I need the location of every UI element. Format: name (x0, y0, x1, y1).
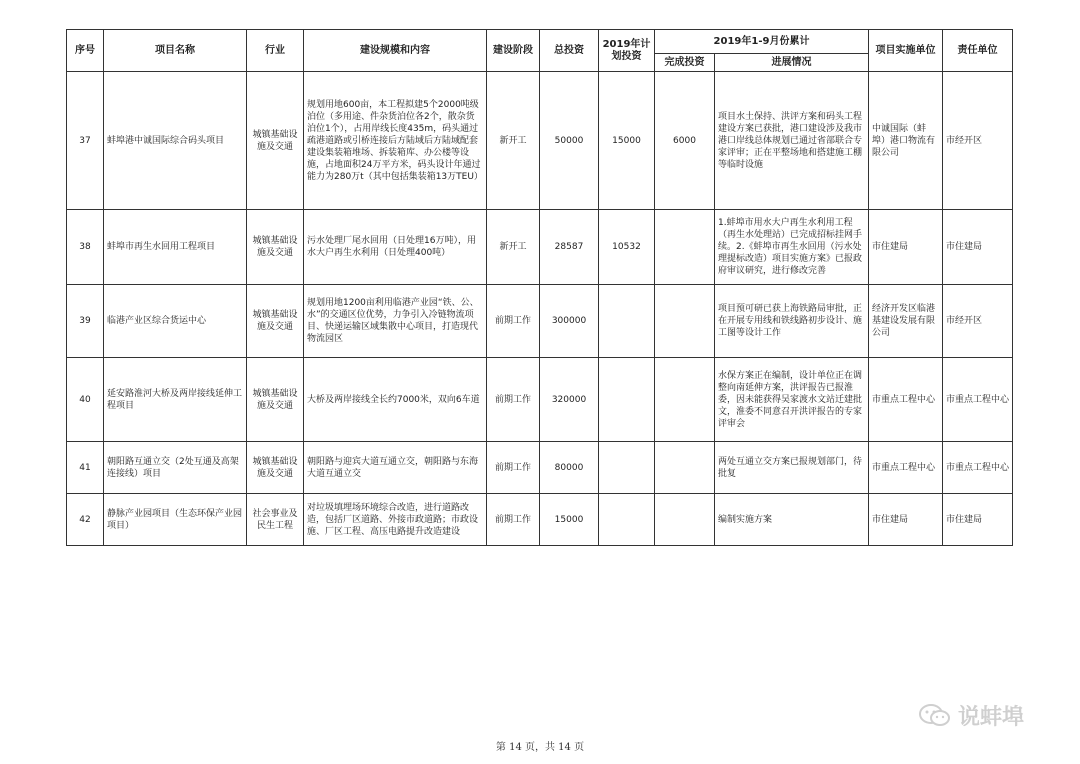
cell-name: 蚌埠市再生水回用工程项目 (104, 210, 247, 285)
wechat-icon (918, 703, 952, 729)
cell-scale: 大桥及两岸接线全长约7000米，双向6车道 (304, 358, 487, 442)
cell-progress: 水保方案正在编制，设计单位正在调整向南延伸方案，洪评报告已报淮委，因未能获得吴家渡水文站迁建批文，淮委不同意召开洪评报告的专家评审会 (715, 358, 869, 442)
cell-seq: 38 (67, 210, 104, 285)
table-row (67, 210, 1013, 285)
project-table (66, 29, 1013, 546)
cell-progress: 1.蚌埠市用水大户再生水利用工程（再生水处理站）已完成招标挂网手续。2.《蚌埠市再生水回用（污水处理提标改造）项目实施方案》已报政府审议研究，进行修改完善 (715, 210, 869, 285)
cell-name: 静脉产业园项目（生态环保产业园项目） (104, 494, 247, 546)
cell-plan2019 (599, 285, 655, 358)
header-stage: 建设阶段 (487, 30, 540, 72)
cell-stage: 新开工 (487, 72, 540, 210)
table-row (67, 494, 1013, 546)
cell-done (655, 210, 715, 285)
header-progress: 进展情况 (715, 54, 869, 72)
cell-stage: 新开工 (487, 210, 540, 285)
cell-seq: 42 (67, 494, 104, 546)
cell-seq: 39 (67, 285, 104, 358)
cell-scale: 对垃圾填埋场环境综合改造，进行道路改造，包括厂区道路、外接市政道路；市政设施、厂区工程、高压电路提升改造建设 (304, 494, 487, 546)
cell-plan2019: 10532 (599, 210, 655, 285)
cell-resp: 市经开区 (943, 285, 1013, 358)
cell-unit: 市重点工程中心 (869, 442, 943, 494)
cell-seq: 41 (67, 442, 104, 494)
cell-name: 朝阳路互通立交（2处互通及高架连接线）项目 (104, 442, 247, 494)
cell-unit: 市住建局 (869, 494, 943, 546)
cell-scale: 朝阳路与迎宾大道互通立交，朝阳路与东海大道互通立交 (304, 442, 487, 494)
header-ytd-group: 2019年1-9月份累计 (655, 30, 869, 54)
cell-seq: 37 (67, 72, 104, 210)
cell-name: 延安路淮河大桥及两岸接线延伸工程项目 (104, 358, 247, 442)
cell-industry: 社会事业及民生工程 (247, 494, 304, 546)
cell-stage: 前期工作 (487, 442, 540, 494)
cell-industry: 城镇基础设施及交通 (247, 72, 304, 210)
cell-industry: 城镇基础设施及交通 (247, 358, 304, 442)
cell-plan2019 (599, 358, 655, 442)
cell-total: 28587 (540, 210, 599, 285)
table-row (67, 442, 1013, 494)
header-name: 项目名称 (104, 30, 247, 72)
cell-progress: 编制实施方案 (715, 494, 869, 546)
header-total: 总投资 (540, 30, 599, 72)
cell-plan2019 (599, 442, 655, 494)
cell-unit: 中诚国际（蚌埠）港口物流有限公司 (869, 72, 943, 210)
header-unit: 项目实施单位 (869, 30, 943, 72)
cell-total: 320000 (540, 358, 599, 442)
cell-plan2019 (599, 494, 655, 546)
header-seq: 序号 (67, 30, 104, 72)
cell-industry: 城镇基础设施及交通 (247, 285, 304, 358)
header-plan2019: 2019年计划投资 (599, 30, 655, 72)
cell-scale: 规划用地600亩，本工程拟建5个2000吨级泊位（多用途、件杂货泊位各2个，散杂货泊位1个），占用岸线长度435m，码头通过疏港道路或引桥连接后方陆域后方陆域配套建设集装箱堆场、拆装箱库、办公楼等设施，占地面积24万平方米，码头设计年通过能力为280万t（其中包括集装箱13万TEU） (304, 72, 487, 210)
header-resp: 责任单位 (943, 30, 1013, 72)
table-row (67, 72, 1013, 210)
cell-total: 50000 (540, 72, 599, 210)
cell-stage: 前期工作 (487, 358, 540, 442)
cell-stage: 前期工作 (487, 494, 540, 546)
cell-industry: 城镇基础设施及交通 (247, 442, 304, 494)
cell-done (655, 285, 715, 358)
cell-resp: 市经开区 (943, 72, 1013, 210)
header-scale: 建设规模和内容 (304, 30, 487, 72)
cell-done (655, 494, 715, 546)
cell-progress: 项目水土保持、洪评方案和码头工程建设方案已获批，港口建设涉及我市港口岸线总体规划已通过省部联合专家评审；正在平整场地和搭建施工棚等临时设施 (715, 72, 869, 210)
cell-total: 80000 (540, 442, 599, 494)
cell-seq: 40 (67, 358, 104, 442)
cell-resp: 市重点工程中心 (943, 358, 1013, 442)
cell-total: 15000 (540, 494, 599, 546)
header-industry: 行业 (247, 30, 304, 72)
cell-stage: 前期工作 (487, 285, 540, 358)
header-done: 完成投资 (655, 54, 715, 72)
cell-total: 300000 (540, 285, 599, 358)
cell-done: 6000 (655, 72, 715, 210)
cell-name: 蚌埠港中诚国际综合码头项目 (104, 72, 247, 210)
cell-industry: 城镇基础设施及交通 (247, 210, 304, 285)
cell-unit: 市住建局 (869, 210, 943, 285)
watermark-text: 说蚌埠 (958, 705, 1025, 730)
page-footer: 第 14 页，共 14 页 (495, 742, 585, 753)
watermark (918, 700, 1024, 731)
cell-progress: 两处互通立交方案已报规划部门，待批复 (715, 442, 869, 494)
cell-plan2019: 15000 (599, 72, 655, 210)
cell-done (655, 358, 715, 442)
table-row (67, 285, 1013, 358)
cell-scale: 规划用地1200亩利用临港产业园“铁、公、水”的交通区位优势，力争引入冷链物流项目、快递运输区域集散中心项目，打造现代物流园区 (304, 285, 487, 358)
table-row (67, 358, 1013, 442)
cell-unit: 市重点工程中心 (869, 358, 943, 442)
cell-done (655, 442, 715, 494)
cell-resp: 市住建局 (943, 210, 1013, 285)
cell-resp: 市住建局 (943, 494, 1013, 546)
cell-progress: 项目预可研已获上海铁路局审批，正在开展专用线和铁线路初步设计、施工图等设计工作 (715, 285, 869, 358)
cell-unit: 经济开发区临港基建设发展有限公司 (869, 285, 943, 358)
cell-resp: 市重点工程中心 (943, 442, 1013, 494)
cell-name: 临港产业区综合货运中心 (104, 285, 247, 358)
cell-scale: 污水处理厂尾水回用（日处理16万吨），用水大户再生水利用（日处理400吨） (304, 210, 487, 285)
